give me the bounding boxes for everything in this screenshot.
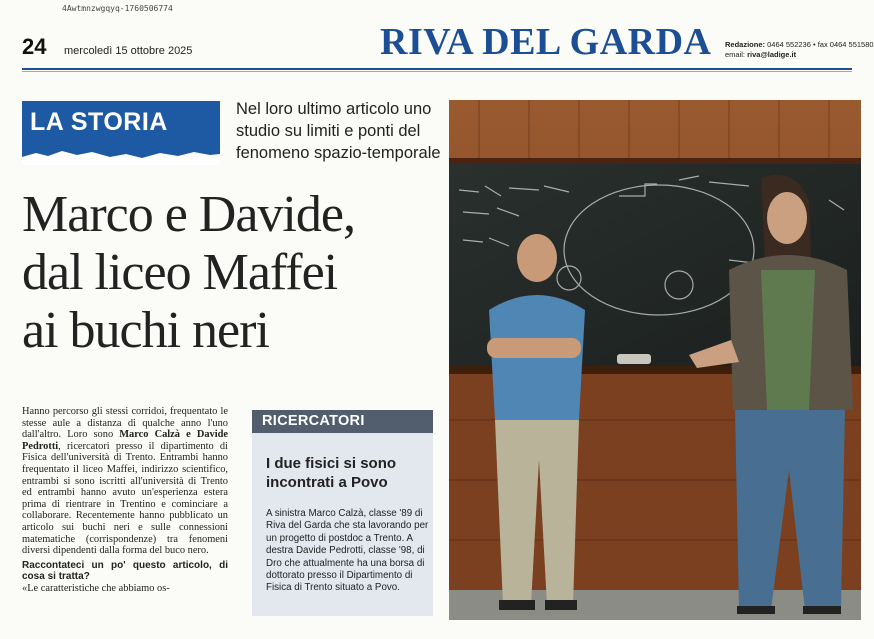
interview-answer: «Le caratteristiche che abbiamo os- — [22, 582, 170, 594]
headline — [22, 186, 452, 360]
contact-phone: 0464 552236 • fax 0464 551580 — [765, 40, 874, 49]
print-code: 4Awtmnzwgqyq-1760506774 — [62, 4, 173, 13]
paragraph-text: , ricercatori presso il dipartimento di Fisica dell'università di Trento. Entrambi hanno frequentato il liceo Maffei, indirizzo scientifico, entrambi si sono iscritti all'università di Trento ed entrambi hanno avuto un'esperienza estera prima di rientrare in Trentino e cominciare a collaborare. Recentemente hanno pubblicato un articolo sui buchi neri e sulle connessioni matematiche (corrispondenze) tra fenomeni diversi dipendenti dalla forma del buco nero. — [22, 440, 228, 557]
header-rule-thin — [22, 71, 852, 72]
article-paragraph — [22, 406, 228, 557]
contact-email: riva@ladige.it — [747, 50, 797, 59]
kicker: Nel loro ultimo articolo uno studio su limiti e ponti del fenomeno spazio-temporale — [236, 100, 441, 162]
page-number: 24 — [22, 34, 47, 59]
paragraph-text: Hanno percorso gli stessi corridoi, frequentato le stesse aule a distanza di qualche anno l'uno dall'altro. Loro sono — [22, 406, 228, 441]
section-tag: LA STORIA — [30, 108, 168, 136]
contact-info — [725, 40, 874, 60]
headline-line-2: dal liceo Maffei — [22, 244, 338, 301]
contact-phone-label: Redazione: — [725, 40, 766, 49]
interview-question: Raccontateci un po' questo articolo, di cosa si tratta? — [22, 559, 228, 583]
sidebar-header — [252, 410, 433, 433]
masthead-title: RIVA DEL GARDA — [380, 21, 712, 63]
photo-illustration — [449, 100, 861, 620]
issue-date: mercoledì 15 ottobre 2025 — [64, 45, 193, 57]
header-rule — [22, 68, 852, 70]
sidebar-title: I due fisici si sono incontrati a Povo — [266, 455, 397, 491]
headline-line-3: ai buchi neri — [22, 302, 269, 359]
sidebar-label: RICERCATORI — [262, 413, 365, 429]
sidebar-caption: A sinistra Marco Calzà, classe '89 di Riva del Garda che sta lavorando per un progetto di postdoc a Trento. A destra Davide Pedrotti, classe '98, di Dro che attualmente ha una borsa di dottorato presso il Dipartimento di Fisica di Trento situato a Povo. — [266, 508, 429, 594]
researcher-names: Marco Calzà e Davide Pedrotti — [22, 429, 228, 452]
researchers-photo — [449, 100, 861, 620]
headline-line-1: Marco e Davide, — [22, 186, 355, 243]
mountain-silhouette-icon — [22, 147, 220, 165]
contact-email-label: email: — [725, 50, 746, 59]
article-body — [22, 406, 228, 595]
